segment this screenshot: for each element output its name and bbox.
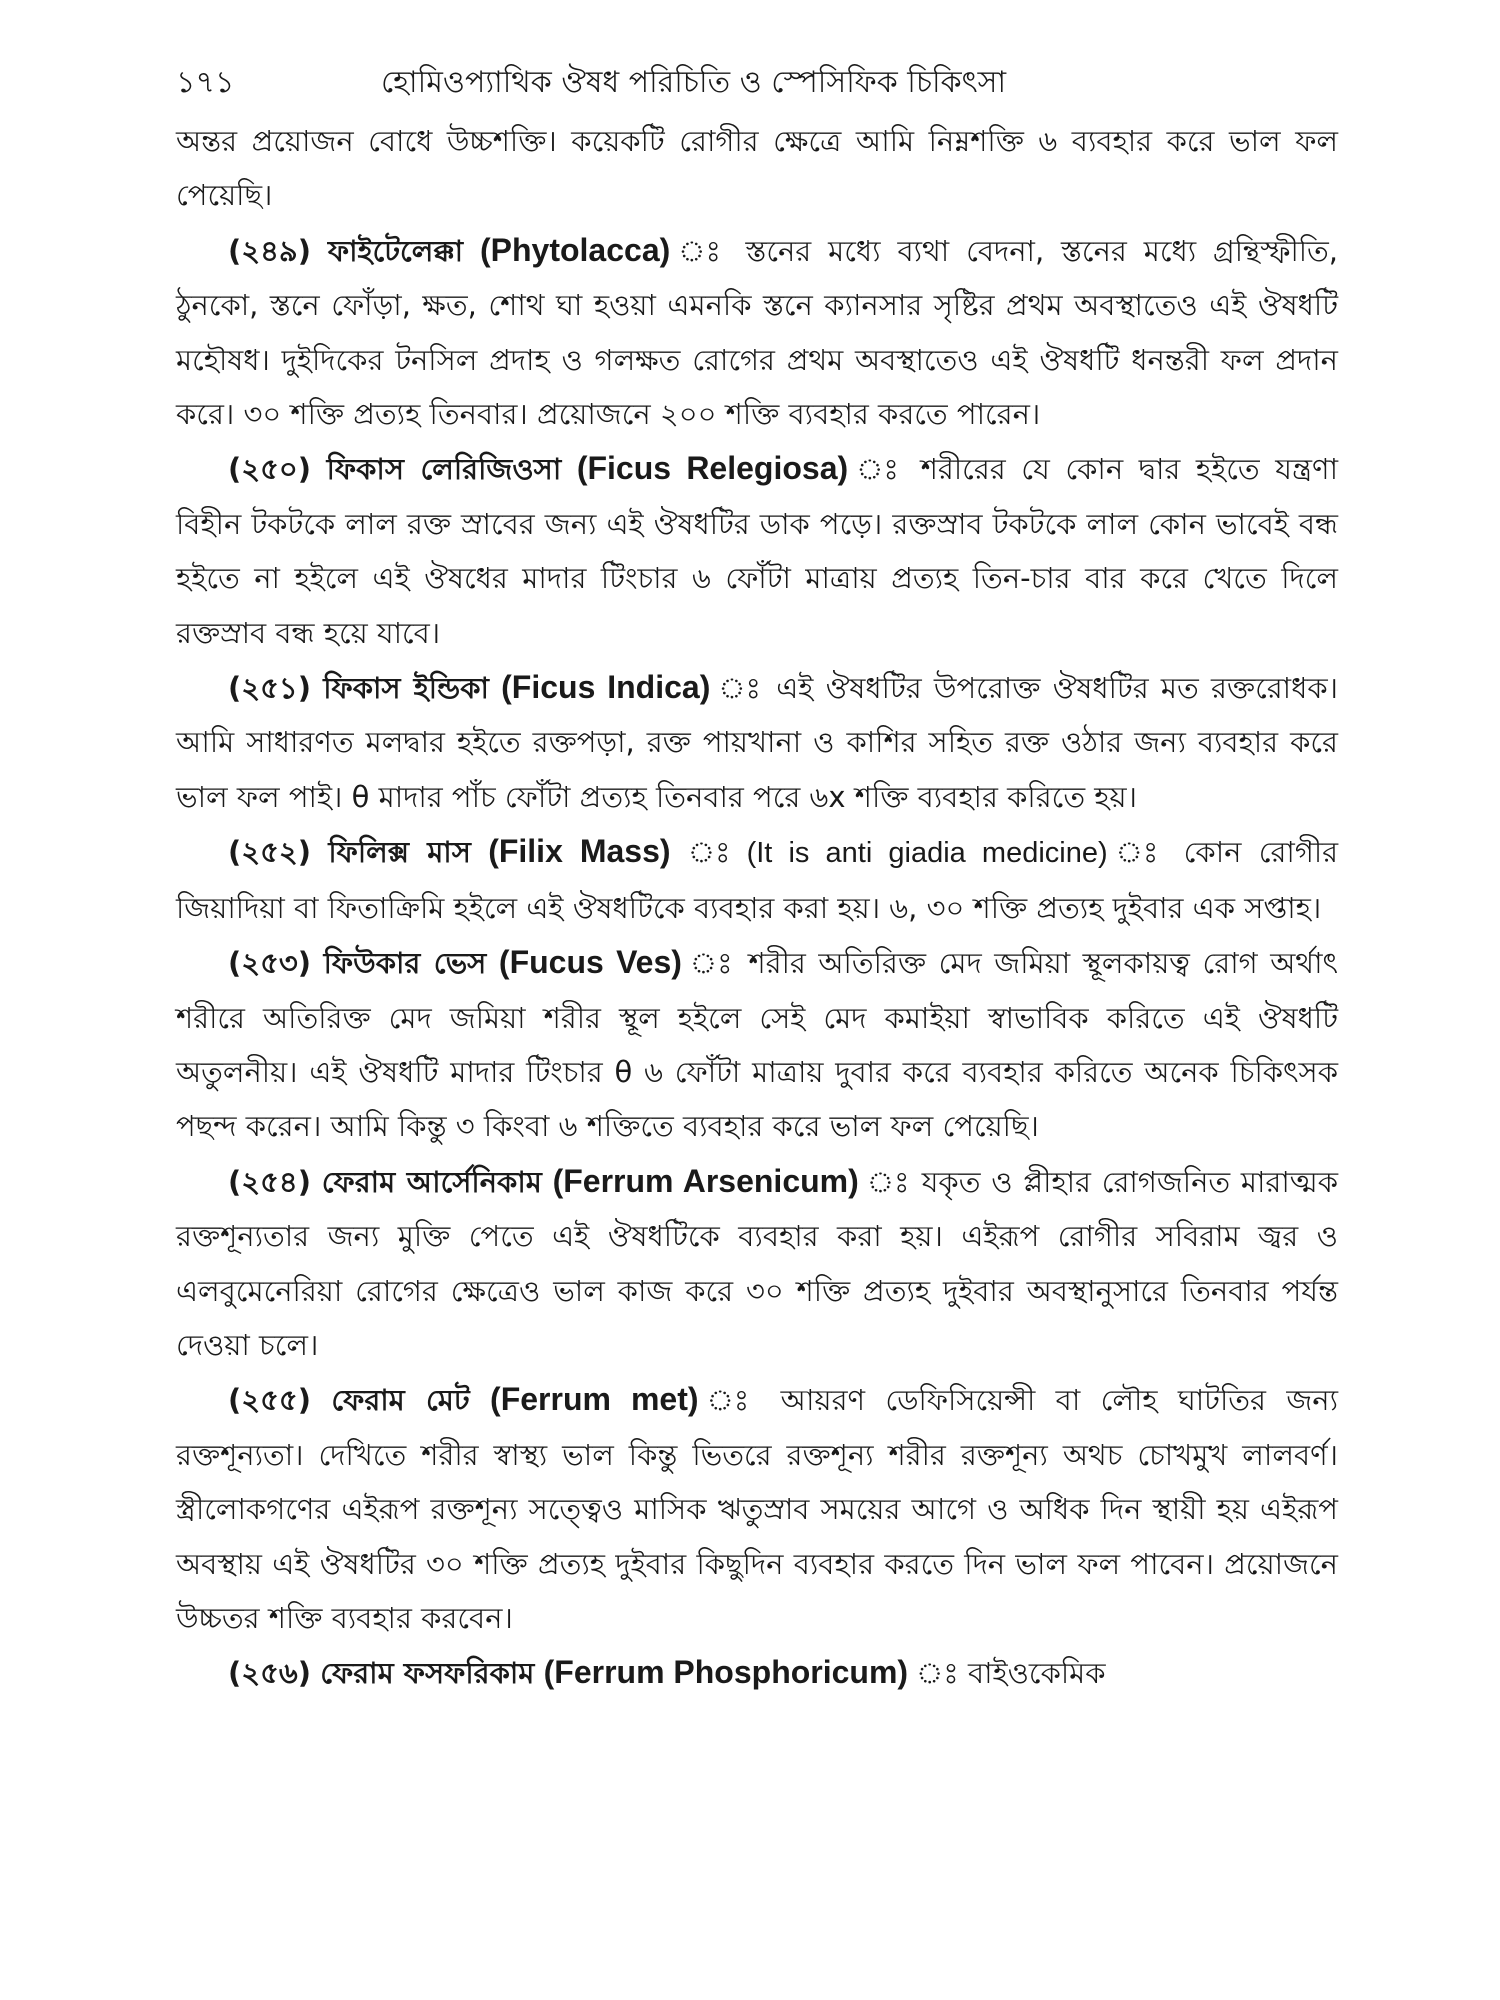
remedy-name-bengali: ফিলিক্স মাস (328, 835, 471, 870)
entry-251-ficus-indica (176, 660, 1338, 824)
entry-text: ঃ এই ঔষধটির উপরোক্ত ঔষধটির মত রক্তরোধক। আমি সাধারণত মলদ্বার হইতে রক্তপড়া, রক্ত পায়খানা ও কাশির সহিত রক্ত ওঠার জন্য ব্যবহার করে ভাল ফল পাই। θ মাদার পাঁচ ফোঁটা প্রত্যহ তিনবার পরে ৬x শক্তি ব্যবহার করিতে হয়। (176, 671, 1339, 814)
remedy-name-latin: (Ficus Relegiosa) (576, 450, 849, 487)
entry-text: ঃ শরীরের যে কোন দ্বার হইতে যন্ত্রণা বিহীন টকটকে লাল রক্ত স্রাবের জন্য এই ঔষধটির ডাক পড়ে। রক্তস্রাব টকটকে লাল কোন ভাবেই বন্ধ হইতে না হইলে এই ঔষধের মাদার টিংচার ৬ ফোঁটা মাত্রায় প্রত্যহ তিন-চার বার করে খেতে দিলে রক্তস্রাব বন্ধ হয়ে যাবে। (176, 452, 1339, 650)
page-header (176, 52, 1338, 114)
entry-number: (২৫০) (228, 452, 312, 487)
entry-text: ঃ কোন রোগীর জিয়াদিয়া বা ফিতাক্রিমি হইলে এই ঔষধটিকে ব্যবহার করা হয়। ৬, ৩০ শক্তি প্রত্যহ দুইবার এক সপ্তাহ। (176, 835, 1339, 925)
remedy-name-latin: (Ficus Indica) (501, 669, 711, 706)
entry-text: ঃ স্তনের মধ্যে ব্যথা বেদনা, স্তনের মধ্যে গ্রন্থিস্ফীতি, ঠুনকো, স্তনে ফোঁড়া, ক্ষত, শোথ ঘা হওয়া এমনকি স্তনে ক্যানসার সৃষ্টির প্রথম অবস্থাতেও এই ঔষধটি মহৌষধ। দুইদিকের টনসিল প্রদাহ ও গলক্ষত রোগের প্রথম অবস্থাতেও এই ঔষধটি ধনন্তরী ফল প্রদান করে। ৩০ শক্তি প্রত্যহ তিনবার। প্রয়োজনে ২০০ শক্তি ব্যবহার করতে পারেন। (176, 233, 1339, 432)
entry-number: (২৫২) (228, 835, 312, 870)
entry-text: ঃ আয়রণ ডেফিসিয়েন্সী বা লৌহ ঘাটতির জন্য রক্তশূন্যতা। দেখিতে শরীর স্বাস্থ্য ভাল কিন্তু ভিতরে রক্তশূন্য শরীর রক্তশূন্য অথচ চোখমুখ লালবর্ণ। স্ত্রীলোকগণের এইরূপ রক্তশূন্য সত্ত্বেও মাসিক ঋতুস্রাব সময়ের আগে ও অধিক দিন স্থায়ী হয় এইরূপ অবস্থায় এই ঔষধটির ৩০ শক্তি প্রত্যহ দুইবার কিছুদিন ব্যবহার করতে দিন ভাল ফল পাবেন। প্রয়োজনে উচ্চতর শক্তি ব্যবহার করবেন। (176, 1383, 1338, 1635)
remedy-name-bengali: ফেরাম ফসফরিকাম (320, 1656, 535, 1691)
page-number: ১৭১ (176, 65, 235, 100)
entry-number: (২৫১) (228, 671, 311, 706)
entry-250-ficus-relegiosa (176, 441, 1338, 660)
remedy-name-bengali: ফিকাস লেরিজিওসা (326, 452, 562, 487)
entry-255-ferrum-met (176, 1372, 1338, 1645)
remedy-name-bengali: ফিকাস ইন্ডিকা (323, 671, 489, 706)
remedy-name-latin: (Ferrum met) (490, 1381, 699, 1418)
entry-number: (২৪৯) (228, 233, 311, 268)
entry-text: ঃ বাইওকেমিক (958, 1656, 1106, 1691)
entry-number: (২৫৬) (228, 1656, 312, 1691)
entry-number: (২৫৩) (228, 946, 312, 981)
entry-254-ferrum-arsenicum (176, 1154, 1338, 1373)
remedy-name-bengali: ফিউকার ভেস (323, 946, 487, 981)
remedy-name-latin: (Ferrum Phosphoricum) (543, 1654, 909, 1691)
remedy-name-bengali: ফেরাম মেট (331, 1383, 470, 1418)
entry-256-ferrum-phosphoricum (176, 1645, 1338, 1700)
page-body (176, 114, 1338, 1701)
intro-paragraph: অন্তর প্রয়োজন বোধে উচ্চশক্তি। কয়েকটি রোগীর ক্ষেত্রে আমি নিম্নশক্তি ৬ ব্যবহার করে ভাল ফল পেয়েছি। (176, 124, 1338, 213)
remedy-name-bengali: ফাইটেলেক্কা (327, 233, 464, 268)
entry-text: ঃ যকৃত ও প্লীহার রোগজনিত মারাত্মক রক্তশূন্যতার জন্য মুক্তি পেতে এই ঔষধটিকে ব্যবহার করা হয়। এইরূপ রোগীর সবিরাম জ্বর ও এলবুমেনেরিয়া রোগের ক্ষেত্রেও ভাল কাজ করে ৩০ শক্তি প্রত্যহ দুইবার অবস্থানুসারে তিনবার পর্যন্ত দেওয়া চলে। (176, 1164, 1339, 1362)
remedy-name-latin: (Ferrum Arsenicum) (552, 1162, 859, 1199)
remedy-name-latin: (Filix Mass) (488, 833, 671, 870)
running-title: হোমিওপ্যাথিক ঔষধ পরিচিতি ও স্পেসিফিক চিকিৎসা (381, 65, 1007, 100)
entry-text: ঃ শরীর অতিরিক্ত মেদ জমিয়া স্থূলকায়ত্ব রোগ অর্থাৎ শরীরে অতিরিক্ত মেদ জমিয়া শরীর স্থূল হইলে সেই মেদ কমাইয়া স্বাভাবিক করিতে এই ঔষধটি অতুলনীয়। এই ঔষধটি মাদার টিংচার θ ৬ ফোঁটা মাত্রায় দুবার করে ব্যবহার করিতে অনেক চিকিৎসক পছন্দ করেন। আমি কিন্তু ৩ কিংবা ৬ শক্তিতে ব্যবহার করে ভাল ফল পেয়েছি। (176, 946, 1338, 1144)
entry-252-filix-mass (176, 824, 1338, 935)
book-page (176, 52, 1338, 1701)
remedy-name-latin: (Phytolacca) (479, 231, 671, 268)
entry-253-fucus-ves (176, 935, 1338, 1154)
entry-number: (২৫৪) (228, 1164, 311, 1199)
remedy-name-bengali: ফেরাম আর্সেনিকাম (321, 1164, 542, 1199)
entry-note: ঃ (It is anti giadia medicine) (687, 837, 1108, 870)
entry-249-phytolacca (176, 223, 1338, 442)
entry-number: (২৫৫) (228, 1383, 311, 1418)
remedy-name-latin: (Fucus Ves) (498, 944, 682, 981)
